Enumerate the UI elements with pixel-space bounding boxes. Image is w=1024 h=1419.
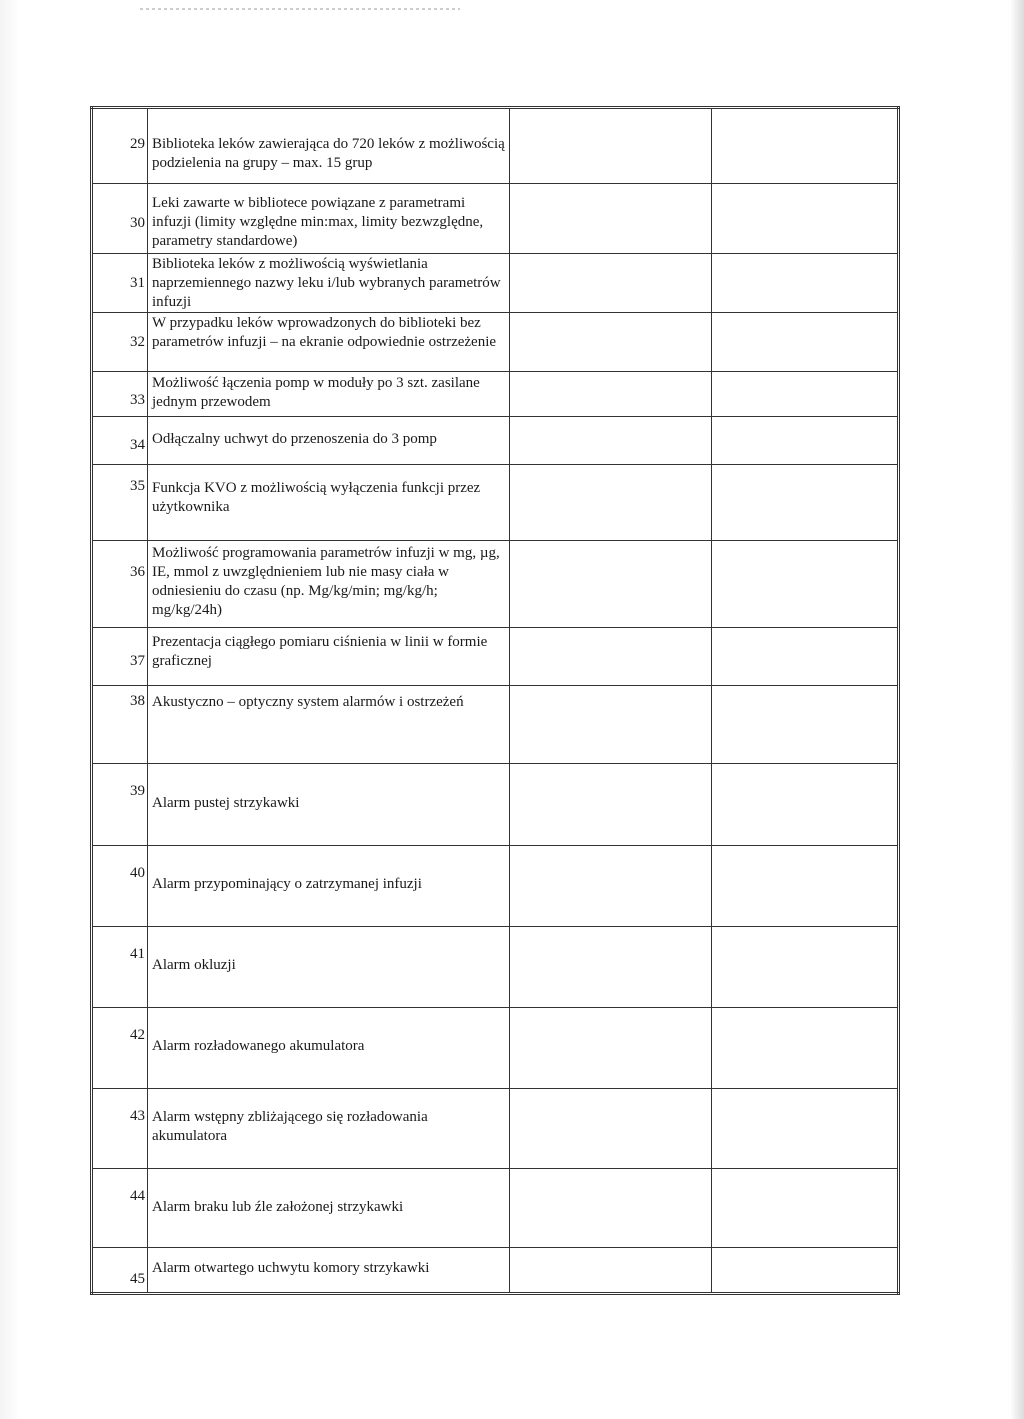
table-row <box>92 108 899 184</box>
scan-edge-right <box>1010 0 1024 1419</box>
row-description-text: Alarm okluzji <box>152 957 236 973</box>
row-description-text: Alarm pustej strzykawki <box>152 795 300 811</box>
table-row <box>92 465 899 541</box>
row-number-text: 45 <box>130 1271 145 1287</box>
row-description-text: Alarm przypominający o zatrzymanej infuzji <box>152 876 422 892</box>
row-description <box>148 686 510 764</box>
empty-cell[interactable] <box>712 686 899 764</box>
row-description <box>148 254 510 313</box>
row-description-text: Prezentacja ciągłego pomiaru ciśnienia w linii w formie graficznej <box>152 634 488 669</box>
scan-edge-left <box>0 0 20 1419</box>
row-description-text: Funkcja KVO z możliwością wyłączenia funkcji przez użytkownika <box>152 480 481 515</box>
table-row <box>92 372 899 417</box>
table-row <box>92 628 899 686</box>
row-description <box>148 541 510 628</box>
table-row <box>92 1248 899 1294</box>
row-number <box>92 1008 148 1089</box>
empty-cell[interactable] <box>510 372 712 417</box>
table-row <box>92 417 899 465</box>
row-number <box>92 254 148 313</box>
empty-cell[interactable] <box>712 764 899 846</box>
row-number-text: 32 <box>130 334 145 350</box>
empty-cell[interactable] <box>510 108 712 184</box>
row-description <box>148 927 510 1008</box>
row-number-text: 38 <box>130 693 145 709</box>
empty-cell[interactable] <box>510 686 712 764</box>
table-row <box>92 184 899 254</box>
table-row <box>92 1089 899 1169</box>
row-description-text: Alarm wstępny zbliżającego się rozładowania akumulatora <box>152 1109 428 1144</box>
empty-cell[interactable] <box>712 313 899 372</box>
row-description-text: Możliwość programowania parametrów infuzji w mg, µg, IE, mmol z uwzględnieniem lub nie masy ciała w odniesieniu do czasu (np. Mg/kg/min; mg/kg/h; mg/kg/24h) <box>152 545 500 618</box>
table-row <box>92 686 899 764</box>
empty-cell[interactable] <box>712 1248 899 1294</box>
row-description-text: W przypadku leków wprowadzonych do biblioteki bez parametrów infuzji – na ekranie odpowiednie ostrzeżenie <box>152 315 497 350</box>
empty-cell[interactable] <box>712 184 899 254</box>
row-description-text: Akustyczno – optyczny system alarmów i ostrzeżeń <box>152 694 464 710</box>
empty-cell[interactable] <box>510 927 712 1008</box>
row-description-text: Alarm rozładowanego akumulatora <box>152 1038 365 1054</box>
row-number-text: 43 <box>130 1108 145 1124</box>
row-description-text: Biblioteka leków z możliwością wyświetlania naprzemiennego nazwy leku i/lub wybranych parametrów infuzji <box>152 256 501 310</box>
row-number <box>92 1089 148 1169</box>
empty-cell[interactable] <box>510 184 712 254</box>
row-number-text: 41 <box>130 946 145 962</box>
row-number-text: 44 <box>130 1188 145 1204</box>
row-number <box>92 1169 148 1248</box>
row-number <box>92 372 148 417</box>
row-number <box>92 465 148 541</box>
empty-cell[interactable] <box>712 846 899 927</box>
empty-cell[interactable] <box>712 1008 899 1089</box>
empty-cell[interactable] <box>510 313 712 372</box>
empty-cell[interactable] <box>510 465 712 541</box>
row-description <box>148 372 510 417</box>
row-description-text: Leki zawarte w bibliotece powiązane z parametrami infuzji (limity względne min:max, limity bezwzględne, parametry standardowe) <box>152 195 484 249</box>
table-row <box>92 846 899 927</box>
row-description <box>148 108 510 184</box>
empty-cell[interactable] <box>712 628 899 686</box>
empty-cell[interactable] <box>510 1008 712 1089</box>
row-number-text: 30 <box>130 215 145 231</box>
row-description <box>148 417 510 465</box>
row-description-text: Odłączalny uchwyt do przenoszenia do 3 pomp <box>152 431 437 447</box>
row-description <box>148 184 510 254</box>
scan-artifact <box>140 8 460 10</box>
table-row <box>92 764 899 846</box>
table-row <box>92 254 899 313</box>
table-row <box>92 1008 899 1089</box>
empty-cell[interactable] <box>510 541 712 628</box>
row-number-text: 40 <box>130 865 145 881</box>
row-number <box>92 108 148 184</box>
row-description <box>148 1008 510 1089</box>
empty-cell[interactable] <box>712 1089 899 1169</box>
row-description-text: Możliwość łączenia pomp w moduły po 3 szt. zasilane jednym przewodem <box>152 375 480 410</box>
row-number-text: 33 <box>130 392 145 408</box>
table-row <box>92 541 899 628</box>
empty-cell[interactable] <box>712 1169 899 1248</box>
row-description <box>148 764 510 846</box>
empty-cell[interactable] <box>712 927 899 1008</box>
empty-cell[interactable] <box>712 254 899 313</box>
row-description-text: Alarm braku lub źle założonej strzykawki <box>152 1199 404 1215</box>
empty-cell[interactable] <box>712 417 899 465</box>
row-number-text: 34 <box>130 437 145 453</box>
row-number-text: 36 <box>130 564 145 580</box>
row-number <box>92 184 148 254</box>
row-description <box>148 313 510 372</box>
row-number-text: 37 <box>130 653 145 669</box>
row-number <box>92 686 148 764</box>
row-number <box>92 628 148 686</box>
table-row <box>92 927 899 1008</box>
row-description <box>148 846 510 927</box>
empty-cell[interactable] <box>712 465 899 541</box>
row-description <box>148 628 510 686</box>
row-number <box>92 417 148 465</box>
empty-cell[interactable] <box>510 846 712 927</box>
empty-cell[interactable] <box>510 1248 712 1294</box>
row-description <box>148 465 510 541</box>
empty-cell[interactable] <box>510 628 712 686</box>
empty-cell[interactable] <box>712 541 899 628</box>
row-number <box>92 846 148 927</box>
specification-table <box>90 106 900 1295</box>
row-number <box>92 313 148 372</box>
row-number <box>92 1248 148 1294</box>
empty-cell[interactable] <box>712 372 899 417</box>
row-description-text: Biblioteka leków zawierająca do 720 leków z możliwością podzielenia na grupy – max. 15 grup <box>152 136 505 171</box>
row-number-text: 39 <box>130 783 145 799</box>
row-description-text: Alarm otwartego uchwytu komory strzykawki <box>152 1260 430 1276</box>
row-number <box>92 541 148 628</box>
row-number <box>92 927 148 1008</box>
empty-cell[interactable] <box>510 417 712 465</box>
empty-cell[interactable] <box>510 1169 712 1248</box>
row-description <box>148 1089 510 1169</box>
row-description <box>148 1169 510 1248</box>
row-number-text: 29 <box>130 136 145 152</box>
row-number-text: 31 <box>130 275 145 291</box>
row-number-text: 35 <box>130 478 145 494</box>
empty-cell[interactable] <box>510 254 712 313</box>
empty-cell[interactable] <box>712 108 899 184</box>
empty-cell[interactable] <box>510 764 712 846</box>
row-number <box>92 764 148 846</box>
row-number-text: 42 <box>130 1027 145 1043</box>
table-row <box>92 313 899 372</box>
empty-cell[interactable] <box>510 1089 712 1169</box>
row-description <box>148 1248 510 1294</box>
table-row <box>92 1169 899 1248</box>
